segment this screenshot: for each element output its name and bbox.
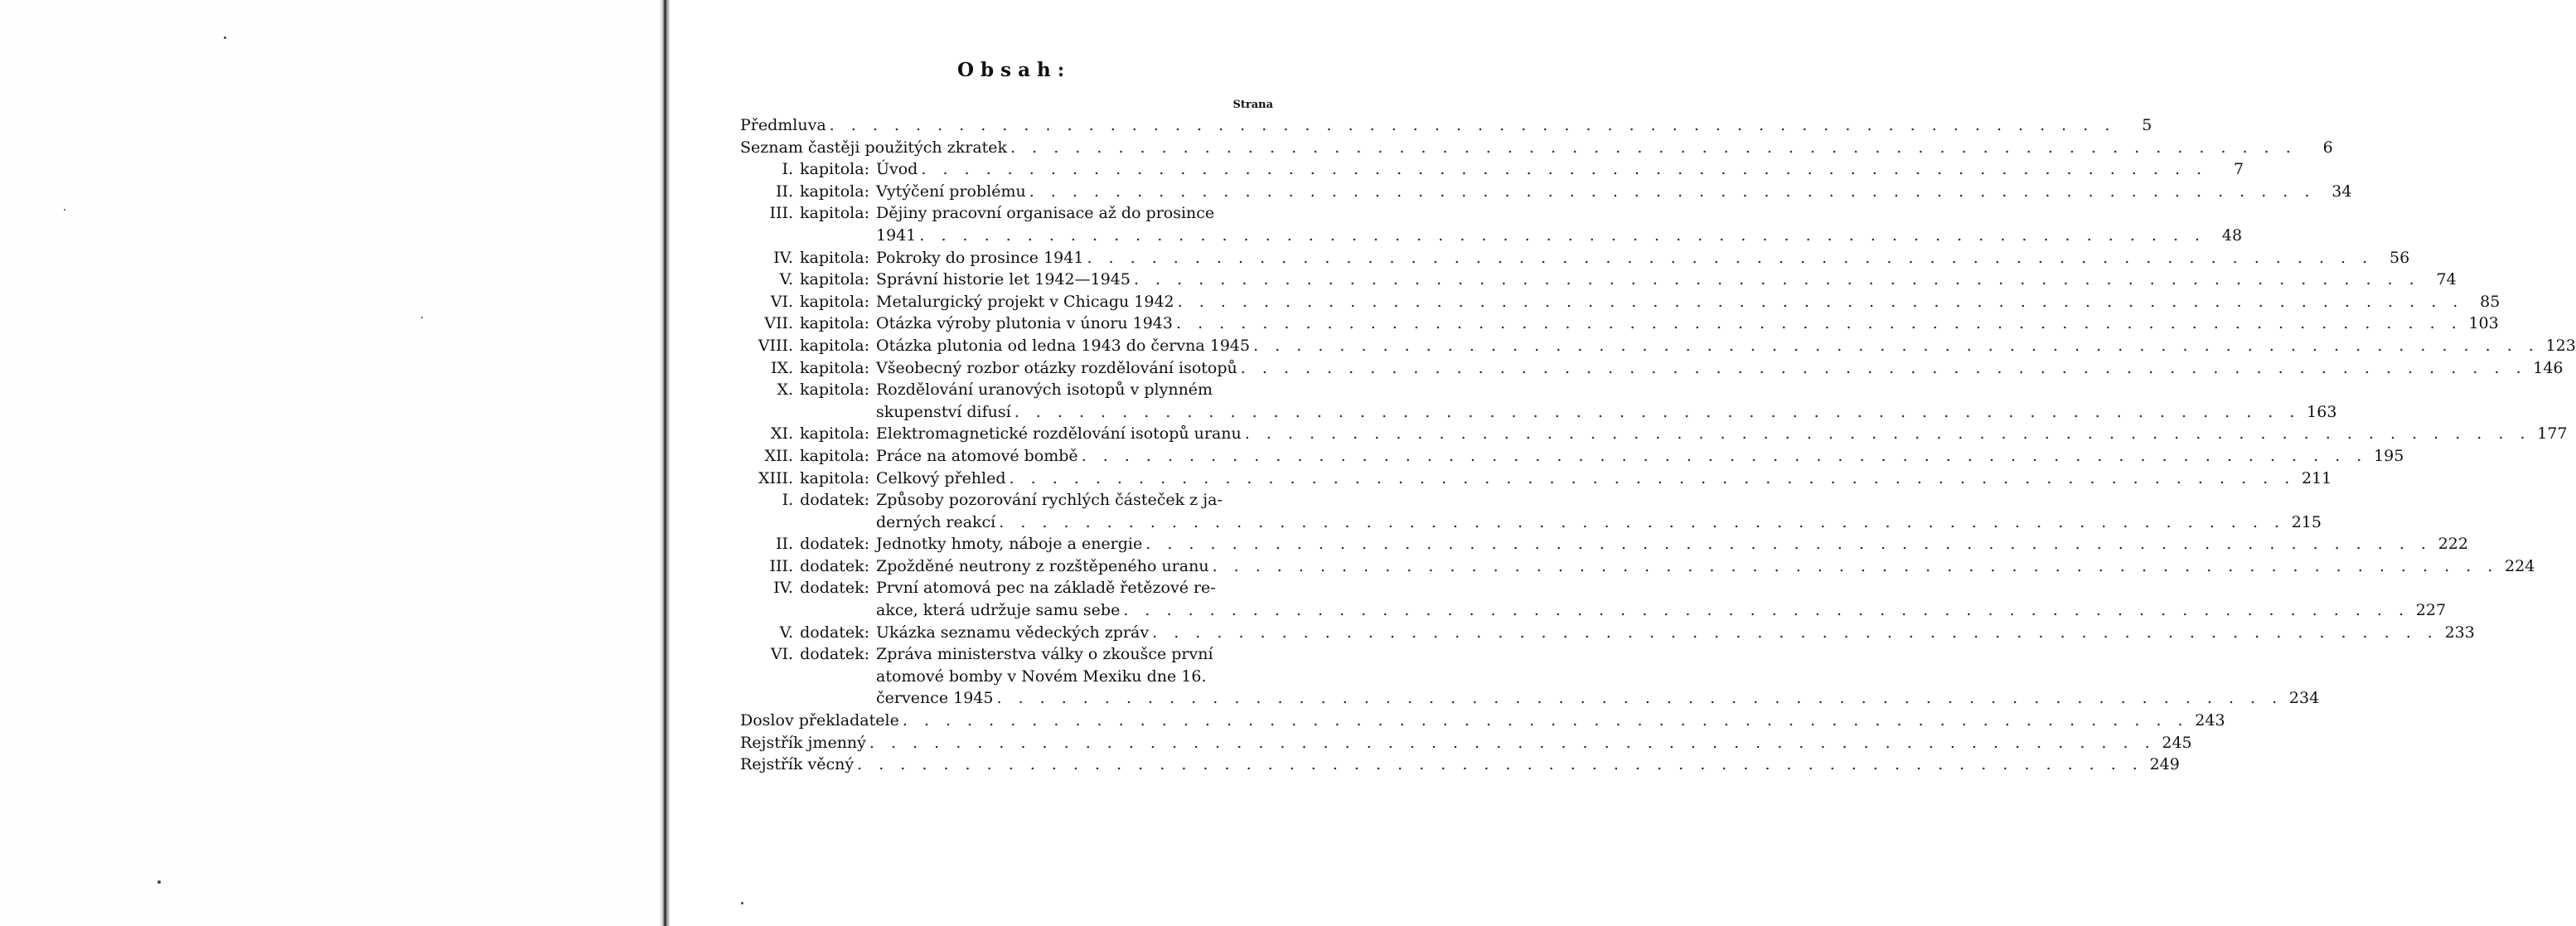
toc-entry-page: 243	[2195, 711, 2225, 730]
toc-entry	[740, 710, 2225, 732]
paper-speck	[741, 902, 743, 904]
toc-entry-line	[876, 313, 2499, 335]
toc-entry-line	[740, 137, 2333, 159]
toc-entry-title: Práce na atomové bombě	[876, 446, 1078, 465]
toc-entry-label	[740, 313, 869, 335]
toc-entry-title: Vytýčení problému	[876, 182, 1026, 201]
toc-entry-page: 195	[2374, 446, 2404, 465]
toc-entry	[740, 643, 2320, 710]
toc-entry-title: Seznam častěji použitých zkratek	[740, 138, 1008, 157]
toc-entry-page: 234	[2288, 689, 2320, 708]
toc-entry	[740, 732, 2192, 754]
toc-entry-kind: kapitola:	[800, 204, 869, 223]
toc-entry-line	[876, 225, 2242, 247]
toc-entry-line	[876, 357, 2564, 380]
leader-dots: . . . . . . . . . . . . . . . . . . . . . . . . . . . . . . . . . . . . . . . . . . . . . . . . . . . . . . . . . . . .	[1029, 182, 2316, 201]
toc-entry-kind: kapitola:	[800, 468, 869, 487]
toc-entry-page: 34	[2331, 182, 2352, 201]
leader-dots: . . . . . . . . . . . . . . . . . . . . . . . . . . . . . . . . . . . . . . . . . . . . . . . . . . . . . . . . . . . .	[1240, 358, 2527, 377]
leader-dots: . . . . . . . . . . . . . . . . . . . . . . . . . . . . . . . . . . . . . . . . . . . . . . . . . . . . . . . . . . . .	[1152, 623, 2438, 642]
toc-entry-line	[876, 489, 2322, 511]
toc-entry-line	[876, 577, 2446, 599]
toc-entry-line	[876, 158, 2244, 181]
toc-entry-number: V.	[779, 623, 794, 642]
leader-dots: . . . . . . . . . . . . . . . . . . . . . . . . . . . . . . . . . . . . . . . . . . . . . . . . . . . . . . . . . . . .	[1014, 402, 2301, 421]
toc-entry-line	[876, 423, 2568, 445]
toc-entry-title: Ukázka seznamu vědeckých zpráv	[876, 623, 1150, 642]
leader-dots: . . . . . . . . . . . . . . . . . . . . . . . . . . . . . . . . . . . . . . . . . . . . . . . . . . . . . . . . . . . .	[999, 512, 2285, 531]
toc-entry	[740, 577, 2447, 621]
toc-entry-line	[876, 247, 2409, 269]
toc-entry-line	[876, 468, 2331, 490]
toc-entry-page: 103	[2468, 314, 2499, 333]
toc-entry-label	[740, 423, 869, 445]
leader-dots: . . . . . . . . . . . . . . . . . . . . . . . . . . . . . . . . . . . . . . . . . . . . . . . . . . . . . . . . . . . .	[1010, 138, 2297, 157]
leader-dots: . . . . . . . . . . . . . . . . . . . . . . . . . . . . . . . . . . . . . . . . . . . . . . . . . . . . . . . . . . . .	[996, 689, 2283, 708]
toc-entry-line	[740, 114, 2152, 137]
toc-entry-description	[869, 313, 2499, 335]
toc-entry-title: Pokroky do prosince 1941	[876, 248, 1084, 267]
toc-entry-description	[869, 622, 2475, 644]
toc-entry-number: VI.	[770, 645, 794, 664]
toc-entry-kind: kapitola:	[800, 446, 869, 465]
page-title: Obsah:	[957, 59, 1072, 81]
toc-entry-page: 74	[2436, 270, 2457, 289]
page-column-label: Strana	[1232, 99, 1273, 111]
toc-entry-description	[869, 335, 2576, 357]
toc-entry-page: 245	[2162, 733, 2192, 752]
toc-entry-line	[876, 445, 2404, 468]
toc-entry-number: XIII.	[758, 468, 794, 487]
toc-entry-title: Rejstřík věcný	[740, 755, 855, 774]
leader-dots: . . . . . . . . . . . . . . . . . . . . . . . . . . . . . . . . . . . . . . . . . . . . . . . . . . . . . . . . . . . .	[921, 160, 2208, 179]
toc-entry-kind: dodatek:	[800, 645, 869, 664]
toc-entry-page: 224	[2505, 556, 2535, 575]
toc-entry-description	[869, 181, 2351, 203]
toc-entry-line	[876, 687, 2319, 710]
toc-entry-line	[876, 379, 2336, 401]
toc-entry-label	[740, 555, 869, 578]
toc-entry-label	[740, 247, 869, 269]
leader-dots: . . . . . . . . . . . . . . . . . . . . . . . . . . . . . . . . . . . . . . . . . . . . . . . . . . . . . . . . . . . .	[919, 225, 2206, 245]
toc-entry-page: 6	[2322, 138, 2333, 157]
toc-entry-description	[869, 158, 2244, 181]
toc-entry-title: První atomová pec na základě řetězové re-	[876, 579, 1216, 598]
toc-entry-line	[740, 710, 2225, 732]
toc-entry	[740, 202, 2243, 246]
toc-entry-line	[876, 181, 2351, 203]
toc-entry-page: 215	[2291, 512, 2322, 531]
toc-entry-page: 222	[2438, 535, 2468, 554]
toc-entry-description	[869, 269, 2457, 291]
toc-entry-line	[876, 335, 2576, 357]
toc-entry-kind: kapitola:	[800, 336, 869, 355]
toc-entry-page: 211	[2301, 468, 2332, 487]
leader-dots: . . . . . . . . . . . . . . . . . . . . . . . . . . . . . . . . . . . . . . . . . . . . . . . . . . . . . . . . . . . .	[1177, 292, 2464, 311]
toc-entry	[740, 489, 2322, 533]
toc-entry-number: V.	[779, 270, 794, 289]
toc-entry-kind: kapitola:	[800, 270, 869, 289]
toc-entry-number: VI.	[770, 292, 794, 311]
toc-entry-label	[740, 533, 869, 555]
toc-entry-number: XI.	[770, 424, 794, 444]
toc-entry-line	[876, 622, 2475, 644]
leader-dots: . . . . . . . . . . . . . . . . . . . . . . . . . . . . . . . . . . . . . . . . . . . . . . . . . . . . . . . . . . . .	[829, 116, 2116, 134]
toc-entry-title: Rozdělování uranových isotopů v plynném	[876, 381, 1213, 400]
paper-speck	[157, 880, 161, 884]
left-page-blank	[0, 0, 663, 926]
toc-entry-kind: kapitola:	[800, 381, 869, 400]
leader-dots: . . . . . . . . . . . . . . . . . . . . . . . . . . . . . . . . . . . . . . . . . . . . . . . . . . . . . . . . . . . .	[1123, 601, 2410, 620]
toc-entry-line	[876, 291, 2500, 313]
toc-entry-line	[876, 401, 2336, 424]
paper-speck	[224, 36, 226, 39]
toc-entry-line	[740, 732, 2192, 754]
toc-entry	[740, 291, 2501, 313]
toc-entry-description	[869, 357, 2564, 380]
toc-entry-line	[876, 202, 2242, 225]
toc-entry	[740, 357, 2564, 380]
toc-entry-line	[876, 555, 2535, 578]
toc-entry	[740, 269, 2457, 291]
leader-dots: . . . . . . . . . . . . . . . . . . . . . . . . . . . . . . . . . . . . . . . . . . . . . . . . . . . . . . . . . . . .	[1176, 314, 2462, 333]
toc-entry-description	[869, 423, 2568, 445]
toc-entry-kind: kapitola:	[800, 160, 869, 179]
leader-dots: . . . . . . . . . . . . . . . . . . . . . . . . . . . . . . . . . . . . . . . . . . . . . . . . . . . . . . . . . . . .	[902, 711, 2189, 730]
toc-entry-page: 227	[2415, 601, 2447, 620]
toc-entry-label	[740, 158, 869, 181]
toc-entry-description	[869, 379, 2336, 423]
toc-entry-page: 146	[2533, 358, 2564, 377]
toc-entry-page: 177	[2537, 424, 2568, 444]
leader-dots: . . . . . . . . . . . . . . . . . . . . . . . . . . . . . . . . . . . . . . . . . . . . . . . . . . . . . . . . . . . .	[1145, 535, 2432, 554]
toc-entry-kind: dodatek:	[800, 623, 869, 642]
toc-entry-kind: kapitola:	[800, 358, 869, 377]
toc-entry-title: Otázka plutonia od ledna 1943 do června 1945	[876, 336, 1251, 355]
toc-entry-page: 56	[2389, 248, 2410, 267]
paper-speck	[64, 209, 65, 211]
toc-entry-page: 163	[2307, 402, 2337, 421]
toc-entry	[740, 247, 2410, 269]
leader-dots: . . . . . . . . . . . . . . . . . . . . . . . . . . . . . . . . . . . . . . . . . . . . . . . . . . . . . . . . . . . .	[1133, 270, 2420, 289]
toc-entry-description	[869, 643, 2319, 710]
toc-entry-line	[876, 511, 2322, 534]
toc-entry-label	[740, 468, 869, 490]
toc-entry	[740, 313, 2499, 335]
toc-entry-title: Rejstřík jmenný	[740, 733, 866, 752]
toc-entry-kind: dodatek:	[800, 535, 869, 554]
leader-dots: . . . . . . . . . . . . . . . . . . . . . . . . . . . . . . . . . . . . . . . . . . . . . . . . . . . . . . . . . . . .	[1009, 468, 2296, 487]
toc-entry	[740, 335, 2576, 357]
toc-entry-kind: kapitola:	[800, 248, 869, 267]
toc-entry-description	[869, 555, 2535, 578]
toc-entry-number: VIII.	[758, 336, 794, 355]
toc-entry-number: II.	[776, 535, 794, 554]
toc-entry-line	[876, 269, 2457, 291]
toc-entry-title: 1941	[876, 225, 917, 245]
toc-entry-title: Zpráva ministerstva války o zkoušce první	[876, 645, 1213, 664]
table-of-contents	[740, 114, 2576, 776]
toc-entry-title: atomové bomby v Novém Mexiku dne 16.	[876, 667, 1207, 686]
toc-entry-line	[876, 533, 2468, 555]
toc-entry-title: července 1945	[876, 689, 994, 708]
toc-entry-title: Metalurgický projekt v Chicagu 1942	[876, 292, 1174, 311]
toc-entry-label	[740, 643, 869, 666]
toc-entry-number: X.	[777, 381, 794, 400]
toc-entry-kind: kapitola:	[800, 314, 869, 333]
toc-entry-number: VII.	[764, 314, 794, 333]
toc-entry-page: 233	[2444, 623, 2475, 642]
toc-entry-title: akce, která udržuje samu sebe	[876, 601, 1121, 620]
toc-entry-label	[740, 622, 869, 644]
leader-dots: . . . . . . . . . . . . . . . . . . . . . . . . . . . . . . . . . . . . . . . . . . . . . . . . . . . . . . . . . . . .	[1081, 446, 2368, 465]
toc-entry-kind: kapitola:	[800, 292, 869, 311]
toc-entry-title: skupenství difusí	[876, 402, 1011, 421]
toc-entry-number: IX.	[770, 358, 794, 377]
toc-entry-page: 123	[2545, 336, 2576, 355]
toc-entry-title: Jednotky hmoty, náboje a energie	[876, 535, 1143, 554]
toc-entry-description	[869, 202, 2242, 246]
toc-entry-title: Způsoby pozorování rychlých částeček z ja-	[876, 491, 1223, 510]
toc-entry-line	[876, 599, 2446, 622]
toc-entry-number: IV.	[773, 248, 794, 267]
toc-entry	[740, 158, 2244, 181]
toc-entry-description	[869, 445, 2404, 468]
toc-entry-title: derných reakcí	[876, 512, 996, 531]
leader-dots: . . . . . . . . . . . . . . . . . . . . . . . . . . . . . . . . . . . . . . . . . . . . . . . . . . . . . . . . . . . .	[857, 755, 2143, 774]
toc-entry-description	[869, 468, 2331, 490]
toc-entry	[740, 181, 2352, 203]
toc-entry-label	[740, 379, 869, 401]
toc-entry-description	[869, 489, 2322, 533]
toc-entry-label	[740, 202, 869, 225]
toc-entry-label	[740, 181, 869, 203]
toc-entry-page: 5	[2142, 116, 2152, 134]
toc-entry-title: Všeobecný rozbor otázky rozdělování isotopů	[876, 358, 1237, 377]
toc-entry	[740, 533, 2468, 555]
toc-entry-title: Celkový přehled	[876, 468, 1006, 487]
toc-entry-number: III.	[769, 204, 794, 223]
toc-entry-number: III.	[769, 556, 794, 575]
toc-entry-kind: kapitola:	[800, 182, 869, 201]
toc-entry-line	[740, 754, 2180, 776]
leader-dots: . . . . . . . . . . . . . . . . . . . . . . . . . . . . . . . . . . . . . . . . . . . . . . . . . . . . . . . . . . . .	[1244, 424, 2531, 444]
leader-dots: . . . . . . . . . . . . . . . . . . . . . . . . . . . . . . . . . . . . . . . . . . . . . . . . . . . . . . . . . . . .	[1087, 248, 2374, 267]
toc-entry-page: 85	[2480, 292, 2501, 311]
book-spine-gutter	[659, 0, 671, 926]
toc-entry-title: Doslov překladatele	[740, 711, 899, 730]
leader-dots: . . . . . . . . . . . . . . . . . . . . . . . . . . . . . . . . . . . . . . . . . . . . . . . . . . . . . . . . . . . .	[869, 733, 2156, 752]
toc-entry-label	[740, 577, 869, 599]
toc-entry	[740, 379, 2337, 423]
toc-entry-label	[740, 335, 869, 357]
toc-entry	[740, 137, 2333, 159]
toc-entry-line	[876, 666, 2319, 688]
toc-entry-label	[740, 445, 869, 468]
toc-entry-title: Elektromagnetické rozdělování isotopů uranu	[876, 424, 1242, 444]
toc-entry	[740, 445, 2404, 468]
toc-entry	[740, 555, 2535, 578]
toc-entry-kind: kapitola:	[800, 424, 869, 444]
toc-entry-number: I.	[782, 491, 794, 510]
toc-entry-title: Otázka výroby plutonia v únoru 1943	[876, 314, 1173, 333]
toc-entry-label	[740, 269, 869, 291]
leader-dots: . . . . . . . . . . . . . . . . . . . . . . . . . . . . . . . . . . . . . . . . . . . . . . . . . . . . . . . . . . . .	[1212, 556, 2499, 575]
toc-entry-kind: dodatek:	[800, 491, 869, 510]
toc-entry-number: II.	[775, 182, 794, 201]
toc-entry-page: 7	[2233, 160, 2244, 179]
toc-entry-label	[740, 489, 869, 511]
toc-entry-description	[869, 291, 2500, 313]
toc-entry-title: Úvod	[876, 160, 918, 179]
toc-entry	[740, 468, 2332, 490]
toc-entry-number: IV.	[773, 579, 794, 598]
toc-entry-page: 48	[2221, 225, 2243, 245]
toc-entry-title: Zpožděné neutrony z rozštěpeného uranu	[876, 556, 1209, 575]
toc-entry-description	[869, 533, 2468, 555]
toc-entry-title: Správní historie let 1942—1945	[876, 270, 1131, 289]
toc-entry-title: Předmluva	[740, 116, 826, 134]
toc-entry	[740, 114, 2152, 137]
paper-speck	[421, 317, 423, 318]
toc-entry-number: XII.	[764, 446, 794, 465]
toc-entry-kind: dodatek:	[800, 579, 869, 598]
toc-entry-label	[740, 357, 869, 380]
toc-entry	[740, 423, 2568, 445]
toc-entry-label	[740, 291, 869, 313]
toc-entry-line	[876, 643, 2319, 666]
toc-entry-description	[869, 247, 2409, 269]
toc-entry-title: Dějiny pracovní organisace až do prosince	[876, 204, 1215, 223]
toc-entry-page: 249	[2149, 755, 2180, 774]
toc-entry	[740, 754, 2180, 776]
toc-entry-number: I.	[782, 160, 794, 179]
toc-entry	[740, 622, 2475, 644]
toc-entry-description	[869, 577, 2446, 621]
toc-entry-kind: dodatek:	[800, 556, 869, 575]
leader-dots: . . . . . . . . . . . . . . . . . . . . . . . . . . . . . . . . . . . . . . . . . . . . . . . . . . . . . . . . . . . .	[1253, 336, 2540, 355]
